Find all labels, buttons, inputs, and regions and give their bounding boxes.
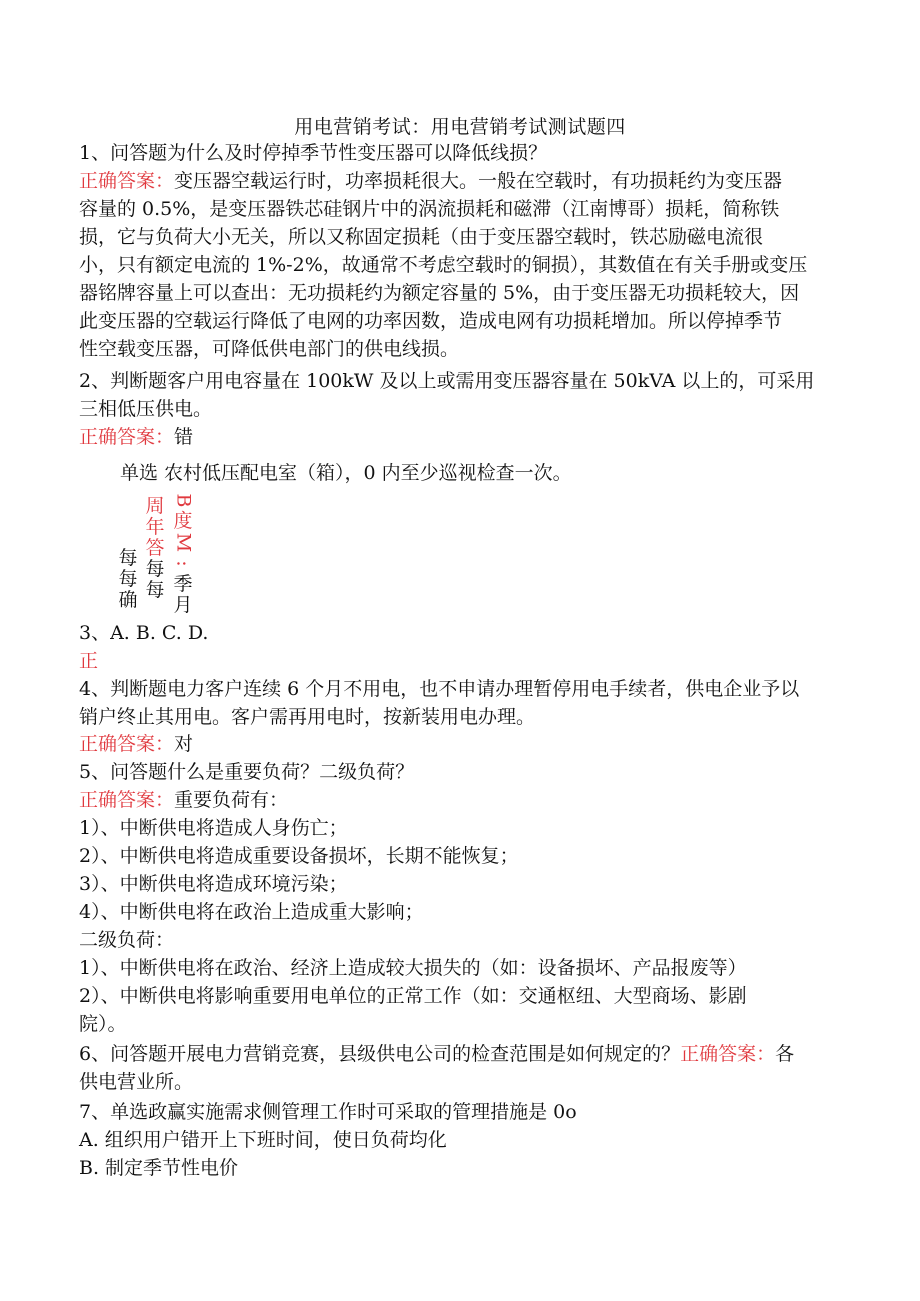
answer-4: 正确答案：对 — [79, 733, 194, 755]
option-column-3: B 度 M : 季 月 — [172, 493, 195, 616]
answer-5-second-item-2: 2）、中断供电将影响重要用电单位的正常工作（如：交通枢纽、大型商场、影剧 — [79, 985, 747, 1007]
answer-1-line-5: 器铭牌容量上可以查出：无功损耗约为额定容量的 5%，由于变压器无功损耗较大，因 — [79, 282, 800, 304]
document-title: 用电营销考试：用电营销考试测试题四 — [294, 116, 626, 138]
question-7: 7、单选政赢实施需求侧管理工作时可采取的管理措施是 0o — [79, 1101, 577, 1123]
question-2-line-1: 2、判断题客户用电容量在 100kW 及以上或需用变压器容量在 50kVA 以上的，可采用 — [79, 370, 815, 392]
question-4-line-2: 销户终止其用电。客户需再用电时，按新装用电办理。 — [79, 706, 536, 728]
answer-5-second-heading: 二级负荷： — [79, 929, 175, 951]
option-column-1: 每 每 确 — [118, 547, 138, 611]
answer-label: 正确答案： — [79, 170, 175, 192]
question-1: 1、问答题为什么及时停掉季节性变压器可以降低线损？ — [79, 142, 548, 164]
answer-5-item-3: 3）、中断供电将造成环境污染； — [79, 873, 348, 895]
question-2-line-2: 三相低压供电。 — [79, 398, 213, 420]
option-column-2: 周 年 答 每 每 — [145, 495, 165, 601]
question-4-line-1: 4、判断题电力客户连续 6 个月不用电，也不申请办理暂停用电手续者，供电企业予以 — [79, 678, 800, 700]
answer-5-item-4: 4）、中断供电将在政治上造成重大影响； — [79, 901, 424, 923]
answer-5-item-1: 1）、中断供电将造成人身伤亡； — [79, 817, 348, 839]
answer-5-second-item-1: 1）、中断供电将在政治、经济上造成较大损失的（如：设备损坏、产品报废等） — [79, 957, 747, 979]
question-7-option-a: A. 组织用户错开上下班时间，使日负荷均化 — [79, 1129, 447, 1151]
answer-5-item-2: 2）、中断供电将造成重要设备损坏，长期不能恢复； — [79, 845, 519, 867]
answer-6-continuation: 供电营业所。 — [79, 1071, 194, 1093]
question-6: 6、问答题开展电力营销竞赛，县级供电公司的检查范围是如何规定的？正确答案：各 — [79, 1043, 795, 1065]
question-7-option-b: B. 制定季节性电价 — [79, 1157, 239, 1179]
answer-5-second-item-3: 院）。 — [79, 1013, 127, 1035]
answer-2: 正确答案：错 — [79, 426, 194, 448]
answer-1-line-2: 容量的 0.5%，是变压器铁芯硅钢片中的涡流损耗和磁滞（江南博哥）损耗，简称铁 — [79, 198, 780, 220]
answer-label: 正确答案： — [79, 426, 175, 448]
answer-1-line-4: 小，只有额定电流的 1%-2%，故通常不考虑空载时的铜损），其数值在有关手册或变压 — [79, 254, 808, 276]
answer-1-line-1: 正确答案：变压器空载运行时，功率损耗很大。一般在空载时，有功损耗约为变压器 — [79, 170, 783, 192]
answer-3-fragment: 正 — [79, 650, 99, 672]
question-3-options: 3、A. B. C. D. — [79, 622, 209, 644]
question-3-stem: 单选 农村低压配电室（箱），0 内至少巡视检查一次。 — [120, 462, 572, 484]
answer-label: 正确答案： — [680, 1043, 776, 1065]
answer-label: 正确答案： — [79, 789, 175, 811]
answer-1-line-7: 性空载变压器，可降低供电部门的供电线损。 — [79, 338, 460, 360]
answer-1-line-6: 此变压器的空载运行降低了电网的功率因数，造成电网有功损耗增加。所以停掉季节 — [79, 310, 783, 332]
answer-1-line-3: 损，它与负荷大小无关，所以又称固定损耗（由于变压器空载时，铁芯励磁电流很 — [79, 226, 764, 248]
question-5: 5、问答题什么是重要负荷？二级负荷？ — [79, 761, 415, 783]
answer-label: 正确答案： — [79, 733, 175, 755]
answer-5-intro: 正确答案：重要负荷有： — [79, 789, 289, 811]
